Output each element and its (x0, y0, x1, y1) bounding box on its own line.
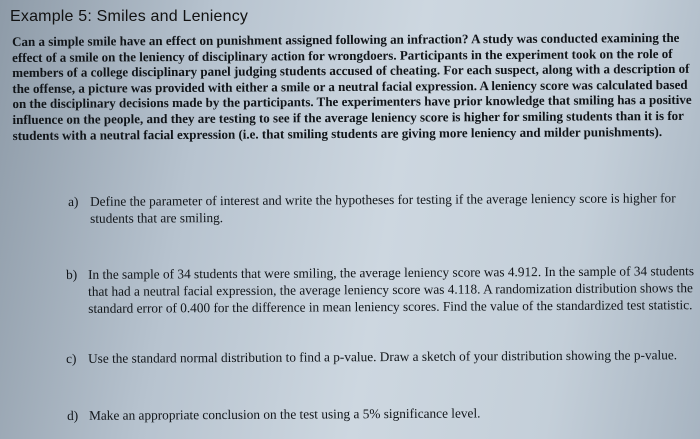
question-a-letter: a) (68, 193, 79, 209)
question-b-letter: b) (66, 266, 78, 282)
question-a (68, 189, 694, 227)
question-a-text: Define the parameter of interest and write the hypotheses for testing if the average leniency score is higher for students that are smiling. (90, 190, 676, 226)
intro-paragraph: Can a simple smile have an effect on punishment assigned following an infraction? A study was conducted examining the effect of a smile on the leniency of disciplinary action for wrongdoers. Participants in the experiment took on the role of members of a college disciplinary panel judging students accused of cheating. For each suspect, along with a description of the offense, a picture was provided with either a smile or a neutral facial expression. A leniency score was calculated based on the disciplinary decisions made by the participants. The experimenters have prior knowledge that smiling has a positive influence on the people, and they are testing to see if the average leniency score is higher for smiling students than it is for students with a neutral facial expression (i.e. that smiling students are giving more leniency and milder punishments). (12, 29, 692, 143)
question-c-text: Use the standard normal distribution to find a p-value. Draw a sketch of your distribution showing the p-value. (88, 347, 678, 366)
question-d-text: Make an appropriate conclusion on the test using a 5% significance level. (89, 405, 481, 423)
question-d-letter: d) (67, 407, 79, 423)
question-c (66, 346, 696, 367)
question-d (67, 403, 695, 424)
question-b (66, 262, 696, 317)
page-title: Example 5: Smiles and Leniency (10, 8, 249, 25)
question-b-text: In the sample of 34 students that were smiling, the average leniency score was 4.912. In the sample of 34 students that had a neutral facial expression, the average leniency score was 4.118. A randomization distribution shows the standard error of 0.400 for the difference in mean leniency scores. Find the value of the standardized test statistic. (88, 263, 695, 316)
question-c-letter: c) (66, 350, 77, 366)
